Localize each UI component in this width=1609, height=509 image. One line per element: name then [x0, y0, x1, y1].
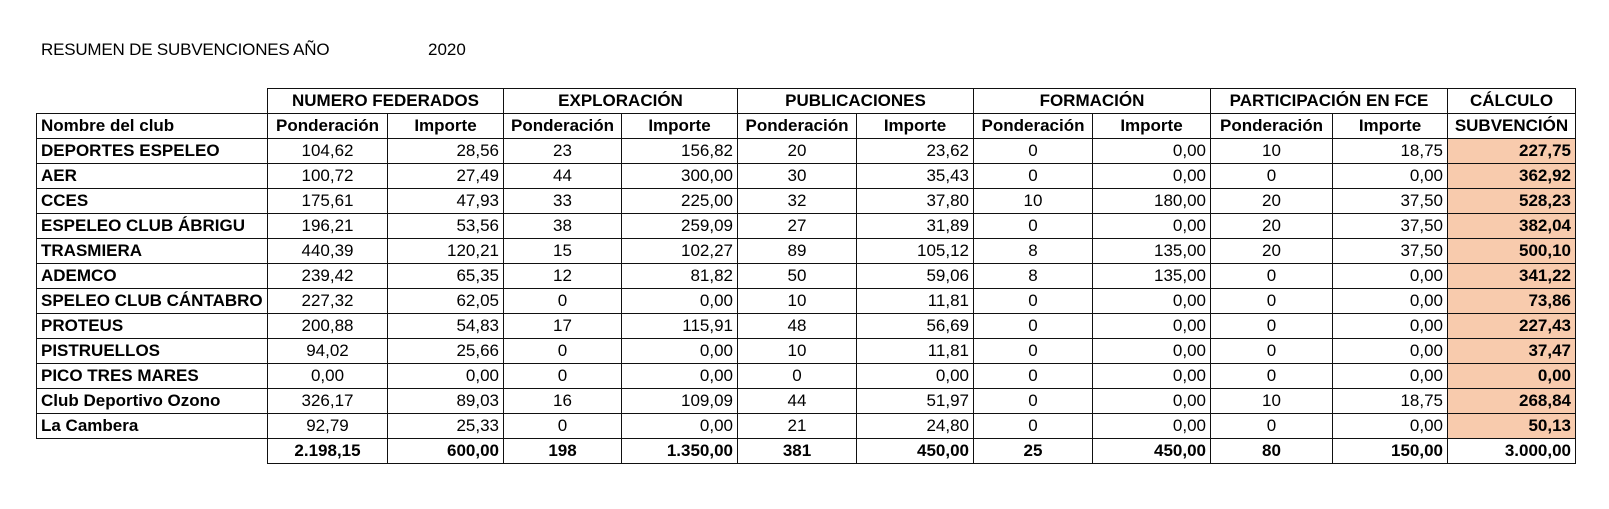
table-row — [37, 289, 1576, 314]
cell-publicaciones-ponderacion: 48 — [738, 314, 857, 339]
club-name: CCES — [37, 189, 268, 214]
cell-federados-ponderacion: 0,00 — [268, 364, 388, 389]
total-fce-ponderacion: 80 — [1211, 439, 1333, 464]
cell-exploracion-importe: 225,00 — [622, 189, 738, 214]
cell-publicaciones-ponderacion: 30 — [738, 164, 857, 189]
totals-row — [37, 439, 1576, 464]
cell-fce-importe: 0,00 — [1333, 289, 1448, 314]
cell-formacion-ponderacion: 10 — [974, 189, 1093, 214]
cell-formacion-ponderacion: 8 — [974, 239, 1093, 264]
cell-publicaciones-importe: 24,80 — [857, 414, 974, 439]
cell-federados-ponderacion: 326,17 — [268, 389, 388, 414]
cell-federados-ponderacion: 196,21 — [268, 214, 388, 239]
cell-formacion-ponderacion: 0 — [974, 389, 1093, 414]
cell-subvencion: 37,47 — [1448, 339, 1576, 364]
cell-publicaciones-importe: 23,62 — [857, 139, 974, 164]
cell-publicaciones-ponderacion: 32 — [738, 189, 857, 214]
cell-formacion-ponderacion: 0 — [974, 339, 1093, 364]
cell-publicaciones-ponderacion: 20 — [738, 139, 857, 164]
header-ponderacion: Ponderación — [504, 114, 622, 139]
total-exploracion-ponderacion: 198 — [504, 439, 622, 464]
cell-formacion-importe: 180,00 — [1093, 189, 1211, 214]
group-calculo: CÁLCULO — [1448, 89, 1576, 114]
cell-fce-importe: 37,50 — [1333, 189, 1448, 214]
header-importe: Importe — [622, 114, 738, 139]
cell-exploracion-importe: 0,00 — [622, 289, 738, 314]
cell-formacion-importe: 135,00 — [1093, 264, 1211, 289]
club-name: ESPELEO CLUB ÁBRIGU — [37, 214, 268, 239]
cell-exploracion-ponderacion: 44 — [504, 164, 622, 189]
total-publicaciones-ponderacion: 381 — [738, 439, 857, 464]
header-ponderacion: Ponderación — [268, 114, 388, 139]
cell-fce-ponderacion: 0 — [1211, 339, 1333, 364]
cell-subvencion: 341,22 — [1448, 264, 1576, 289]
table-row — [37, 214, 1576, 239]
cell-federados-ponderacion: 440,39 — [268, 239, 388, 264]
cell-formacion-importe: 135,00 — [1093, 239, 1211, 264]
club-name-header: Nombre del club — [37, 114, 268, 139]
club-name: PISTRUELLOS — [37, 339, 268, 364]
cell-federados-importe: 25,33 — [388, 414, 504, 439]
club-name: AER — [37, 164, 268, 189]
cell-formacion-importe: 0,00 — [1093, 364, 1211, 389]
total-federados-ponderacion: 2.198,15 — [268, 439, 388, 464]
table-row — [37, 164, 1576, 189]
cell-fce-ponderacion: 20 — [1211, 214, 1333, 239]
cell-fce-ponderacion: 0 — [1211, 364, 1333, 389]
cell-exploracion-ponderacion: 17 — [504, 314, 622, 339]
table-row — [37, 339, 1576, 364]
cell-fce-importe: 37,50 — [1333, 214, 1448, 239]
cell-formacion-ponderacion: 0 — [974, 164, 1093, 189]
group-publicaciones: PUBLICACIONES — [738, 89, 974, 114]
cell-formacion-importe: 0,00 — [1093, 389, 1211, 414]
total-publicaciones-importe: 450,00 — [857, 439, 974, 464]
cell-federados-importe: 65,35 — [388, 264, 504, 289]
cell-fce-importe: 0,00 — [1333, 339, 1448, 364]
cell-publicaciones-ponderacion: 21 — [738, 414, 857, 439]
cell-fce-ponderacion: 0 — [1211, 314, 1333, 339]
cell-formacion-importe: 0,00 — [1093, 214, 1211, 239]
cell-exploracion-ponderacion: 23 — [504, 139, 622, 164]
cell-publicaciones-ponderacion: 50 — [738, 264, 857, 289]
cell-fce-importe: 0,00 — [1333, 314, 1448, 339]
group-numero-federados: NUMERO FEDERADOS — [268, 89, 504, 114]
cell-formacion-ponderacion: 0 — [974, 314, 1093, 339]
cell-subvencion: 0,00 — [1448, 364, 1576, 389]
cell-exploracion-importe: 0,00 — [622, 339, 738, 364]
cell-federados-ponderacion: 100,72 — [268, 164, 388, 189]
table-row — [37, 414, 1576, 439]
header-ponderacion: Ponderación — [738, 114, 857, 139]
club-name: La Cambera — [37, 414, 268, 439]
cell-federados-ponderacion: 200,88 — [268, 314, 388, 339]
cell-fce-importe: 0,00 — [1333, 364, 1448, 389]
cell-publicaciones-importe: 105,12 — [857, 239, 974, 264]
cell-fce-ponderacion: 0 — [1211, 164, 1333, 189]
cell-fce-importe: 0,00 — [1333, 264, 1448, 289]
table-row — [37, 139, 1576, 164]
cell-federados-importe: 28,56 — [388, 139, 504, 164]
cell-publicaciones-importe: 56,69 — [857, 314, 974, 339]
cell-fce-ponderacion: 0 — [1211, 414, 1333, 439]
total-federados-importe: 600,00 — [388, 439, 504, 464]
club-name: PROTEUS — [37, 314, 268, 339]
cell-exploracion-importe: 0,00 — [622, 364, 738, 389]
club-name: PICO TRES MARES — [37, 364, 268, 389]
cell-publicaciones-importe: 59,06 — [857, 264, 974, 289]
header-importe: Importe — [857, 114, 974, 139]
cell-subvencion: 227,43 — [1448, 314, 1576, 339]
cell-fce-importe: 18,75 — [1333, 139, 1448, 164]
cell-exploracion-ponderacion: 0 — [504, 339, 622, 364]
totals-empty-cell — [37, 439, 268, 464]
header-ponderacion: Ponderación — [974, 114, 1093, 139]
cell-federados-importe: 0,00 — [388, 364, 504, 389]
subsidies-table — [36, 88, 1576, 464]
cell-exploracion-importe: 81,82 — [622, 264, 738, 289]
cell-federados-ponderacion: 227,32 — [268, 289, 388, 314]
cell-federados-ponderacion: 239,42 — [268, 264, 388, 289]
club-name: SPELEO CLUB CÁNTABRO — [37, 289, 268, 314]
cell-exploracion-importe: 0,00 — [622, 414, 738, 439]
cell-publicaciones-importe: 35,43 — [857, 164, 974, 189]
cell-publicaciones-importe: 31,89 — [857, 214, 974, 239]
cell-formacion-ponderacion: 0 — [974, 214, 1093, 239]
group-header-row — [37, 89, 1576, 114]
cell-formacion-ponderacion: 0 — [974, 289, 1093, 314]
cell-fce-ponderacion: 0 — [1211, 289, 1333, 314]
cell-fce-ponderacion: 10 — [1211, 389, 1333, 414]
empty-corner — [37, 89, 268, 114]
cell-formacion-ponderacion: 0 — [974, 364, 1093, 389]
cell-federados-ponderacion: 104,62 — [268, 139, 388, 164]
cell-fce-ponderacion: 20 — [1211, 189, 1333, 214]
cell-formacion-ponderacion: 0 — [974, 414, 1093, 439]
cell-exploracion-importe: 156,82 — [622, 139, 738, 164]
cell-formacion-importe: 0,00 — [1093, 414, 1211, 439]
cell-exploracion-ponderacion: 38 — [504, 214, 622, 239]
cell-federados-ponderacion: 92,79 — [268, 414, 388, 439]
cell-publicaciones-ponderacion: 10 — [738, 339, 857, 364]
club-name: DEPORTES ESPELEO — [37, 139, 268, 164]
cell-publicaciones-ponderacion: 0 — [738, 364, 857, 389]
total-formacion-importe: 450,00 — [1093, 439, 1211, 464]
cell-federados-ponderacion: 175,61 — [268, 189, 388, 214]
cell-publicaciones-ponderacion: 27 — [738, 214, 857, 239]
cell-federados-importe: 47,93 — [388, 189, 504, 214]
cell-exploracion-ponderacion: 0 — [504, 414, 622, 439]
cell-subvencion: 382,04 — [1448, 214, 1576, 239]
club-name: Club Deportivo Ozono — [37, 389, 268, 414]
report-year: 2020 — [428, 40, 466, 59]
sub-header-row — [37, 114, 1576, 139]
header-importe: Importe — [1093, 114, 1211, 139]
header-ponderacion: Ponderación — [1211, 114, 1333, 139]
cell-subvencion: 268,84 — [1448, 389, 1576, 414]
cell-federados-importe: 25,66 — [388, 339, 504, 364]
cell-formacion-ponderacion: 8 — [974, 264, 1093, 289]
table-row — [37, 389, 1576, 414]
cell-exploracion-importe: 259,09 — [622, 214, 738, 239]
cell-fce-ponderacion: 20 — [1211, 239, 1333, 264]
club-name: ADEMCO — [37, 264, 268, 289]
cell-publicaciones-importe: 11,81 — [857, 339, 974, 364]
cell-fce-ponderacion: 10 — [1211, 139, 1333, 164]
cell-exploracion-ponderacion: 12 — [504, 264, 622, 289]
cell-formacion-ponderacion: 0 — [974, 139, 1093, 164]
header-importe: Importe — [1333, 114, 1448, 139]
cell-formacion-importe: 0,00 — [1093, 289, 1211, 314]
cell-formacion-importe: 0,00 — [1093, 314, 1211, 339]
cell-fce-importe: 18,75 — [1333, 389, 1448, 414]
cell-federados-ponderacion: 94,02 — [268, 339, 388, 364]
cell-exploracion-ponderacion: 0 — [504, 364, 622, 389]
cell-federados-importe: 120,21 — [388, 239, 504, 264]
table-row — [37, 364, 1576, 389]
cell-publicaciones-importe: 0,00 — [857, 364, 974, 389]
cell-subvencion: 73,86 — [1448, 289, 1576, 314]
cell-fce-ponderacion: 0 — [1211, 264, 1333, 289]
table-row — [37, 314, 1576, 339]
cell-publicaciones-ponderacion: 89 — [738, 239, 857, 264]
cell-exploracion-importe: 300,00 — [622, 164, 738, 189]
cell-federados-importe: 89,03 — [388, 389, 504, 414]
report-title: RESUMEN DE SUBVENCIONES AÑO — [41, 40, 330, 59]
cell-formacion-importe: 0,00 — [1093, 339, 1211, 364]
cell-federados-importe: 53,56 — [388, 214, 504, 239]
cell-fce-importe: 0,00 — [1333, 414, 1448, 439]
cell-subvencion: 50,13 — [1448, 414, 1576, 439]
total-fce-importe: 150,00 — [1333, 439, 1448, 464]
cell-exploracion-ponderacion: 16 — [504, 389, 622, 414]
cell-exploracion-ponderacion: 15 — [504, 239, 622, 264]
cell-subvencion: 227,75 — [1448, 139, 1576, 164]
table-row — [37, 239, 1576, 264]
cell-federados-importe: 62,05 — [388, 289, 504, 314]
cell-formacion-importe: 0,00 — [1093, 139, 1211, 164]
cell-fce-importe: 0,00 — [1333, 164, 1448, 189]
cell-federados-importe: 27,49 — [388, 164, 504, 189]
cell-subvencion: 528,23 — [1448, 189, 1576, 214]
cell-exploracion-ponderacion: 33 — [504, 189, 622, 214]
cell-federados-importe: 54,83 — [388, 314, 504, 339]
group-formacion: FORMACIÓN — [974, 89, 1211, 114]
cell-publicaciones-importe: 51,97 — [857, 389, 974, 414]
cell-publicaciones-importe: 37,80 — [857, 189, 974, 214]
header-subvencion: SUBVENCIÓN — [1448, 114, 1576, 139]
cell-publicaciones-ponderacion: 10 — [738, 289, 857, 314]
club-name: TRASMIERA — [37, 239, 268, 264]
cell-publicaciones-ponderacion: 44 — [738, 389, 857, 414]
cell-formacion-importe: 0,00 — [1093, 164, 1211, 189]
header-importe: Importe — [388, 114, 504, 139]
cell-exploracion-importe: 115,91 — [622, 314, 738, 339]
total-formacion-ponderacion: 25 — [974, 439, 1093, 464]
total-subvencion: 3.000,00 — [1448, 439, 1576, 464]
cell-subvencion: 362,92 — [1448, 164, 1576, 189]
cell-exploracion-importe: 102,27 — [622, 239, 738, 264]
group-exploracion: EXPLORACIÓN — [504, 89, 738, 114]
group-participacion-fce: PARTICIPACIÓN EN FCE — [1211, 89, 1448, 114]
cell-subvencion: 500,10 — [1448, 239, 1576, 264]
cell-fce-importe: 37,50 — [1333, 239, 1448, 264]
table-row — [37, 264, 1576, 289]
cell-publicaciones-importe: 11,81 — [857, 289, 974, 314]
cell-exploracion-ponderacion: 0 — [504, 289, 622, 314]
total-exploracion-importe: 1.350,00 — [622, 439, 738, 464]
table-row — [37, 189, 1576, 214]
cell-exploracion-importe: 109,09 — [622, 389, 738, 414]
